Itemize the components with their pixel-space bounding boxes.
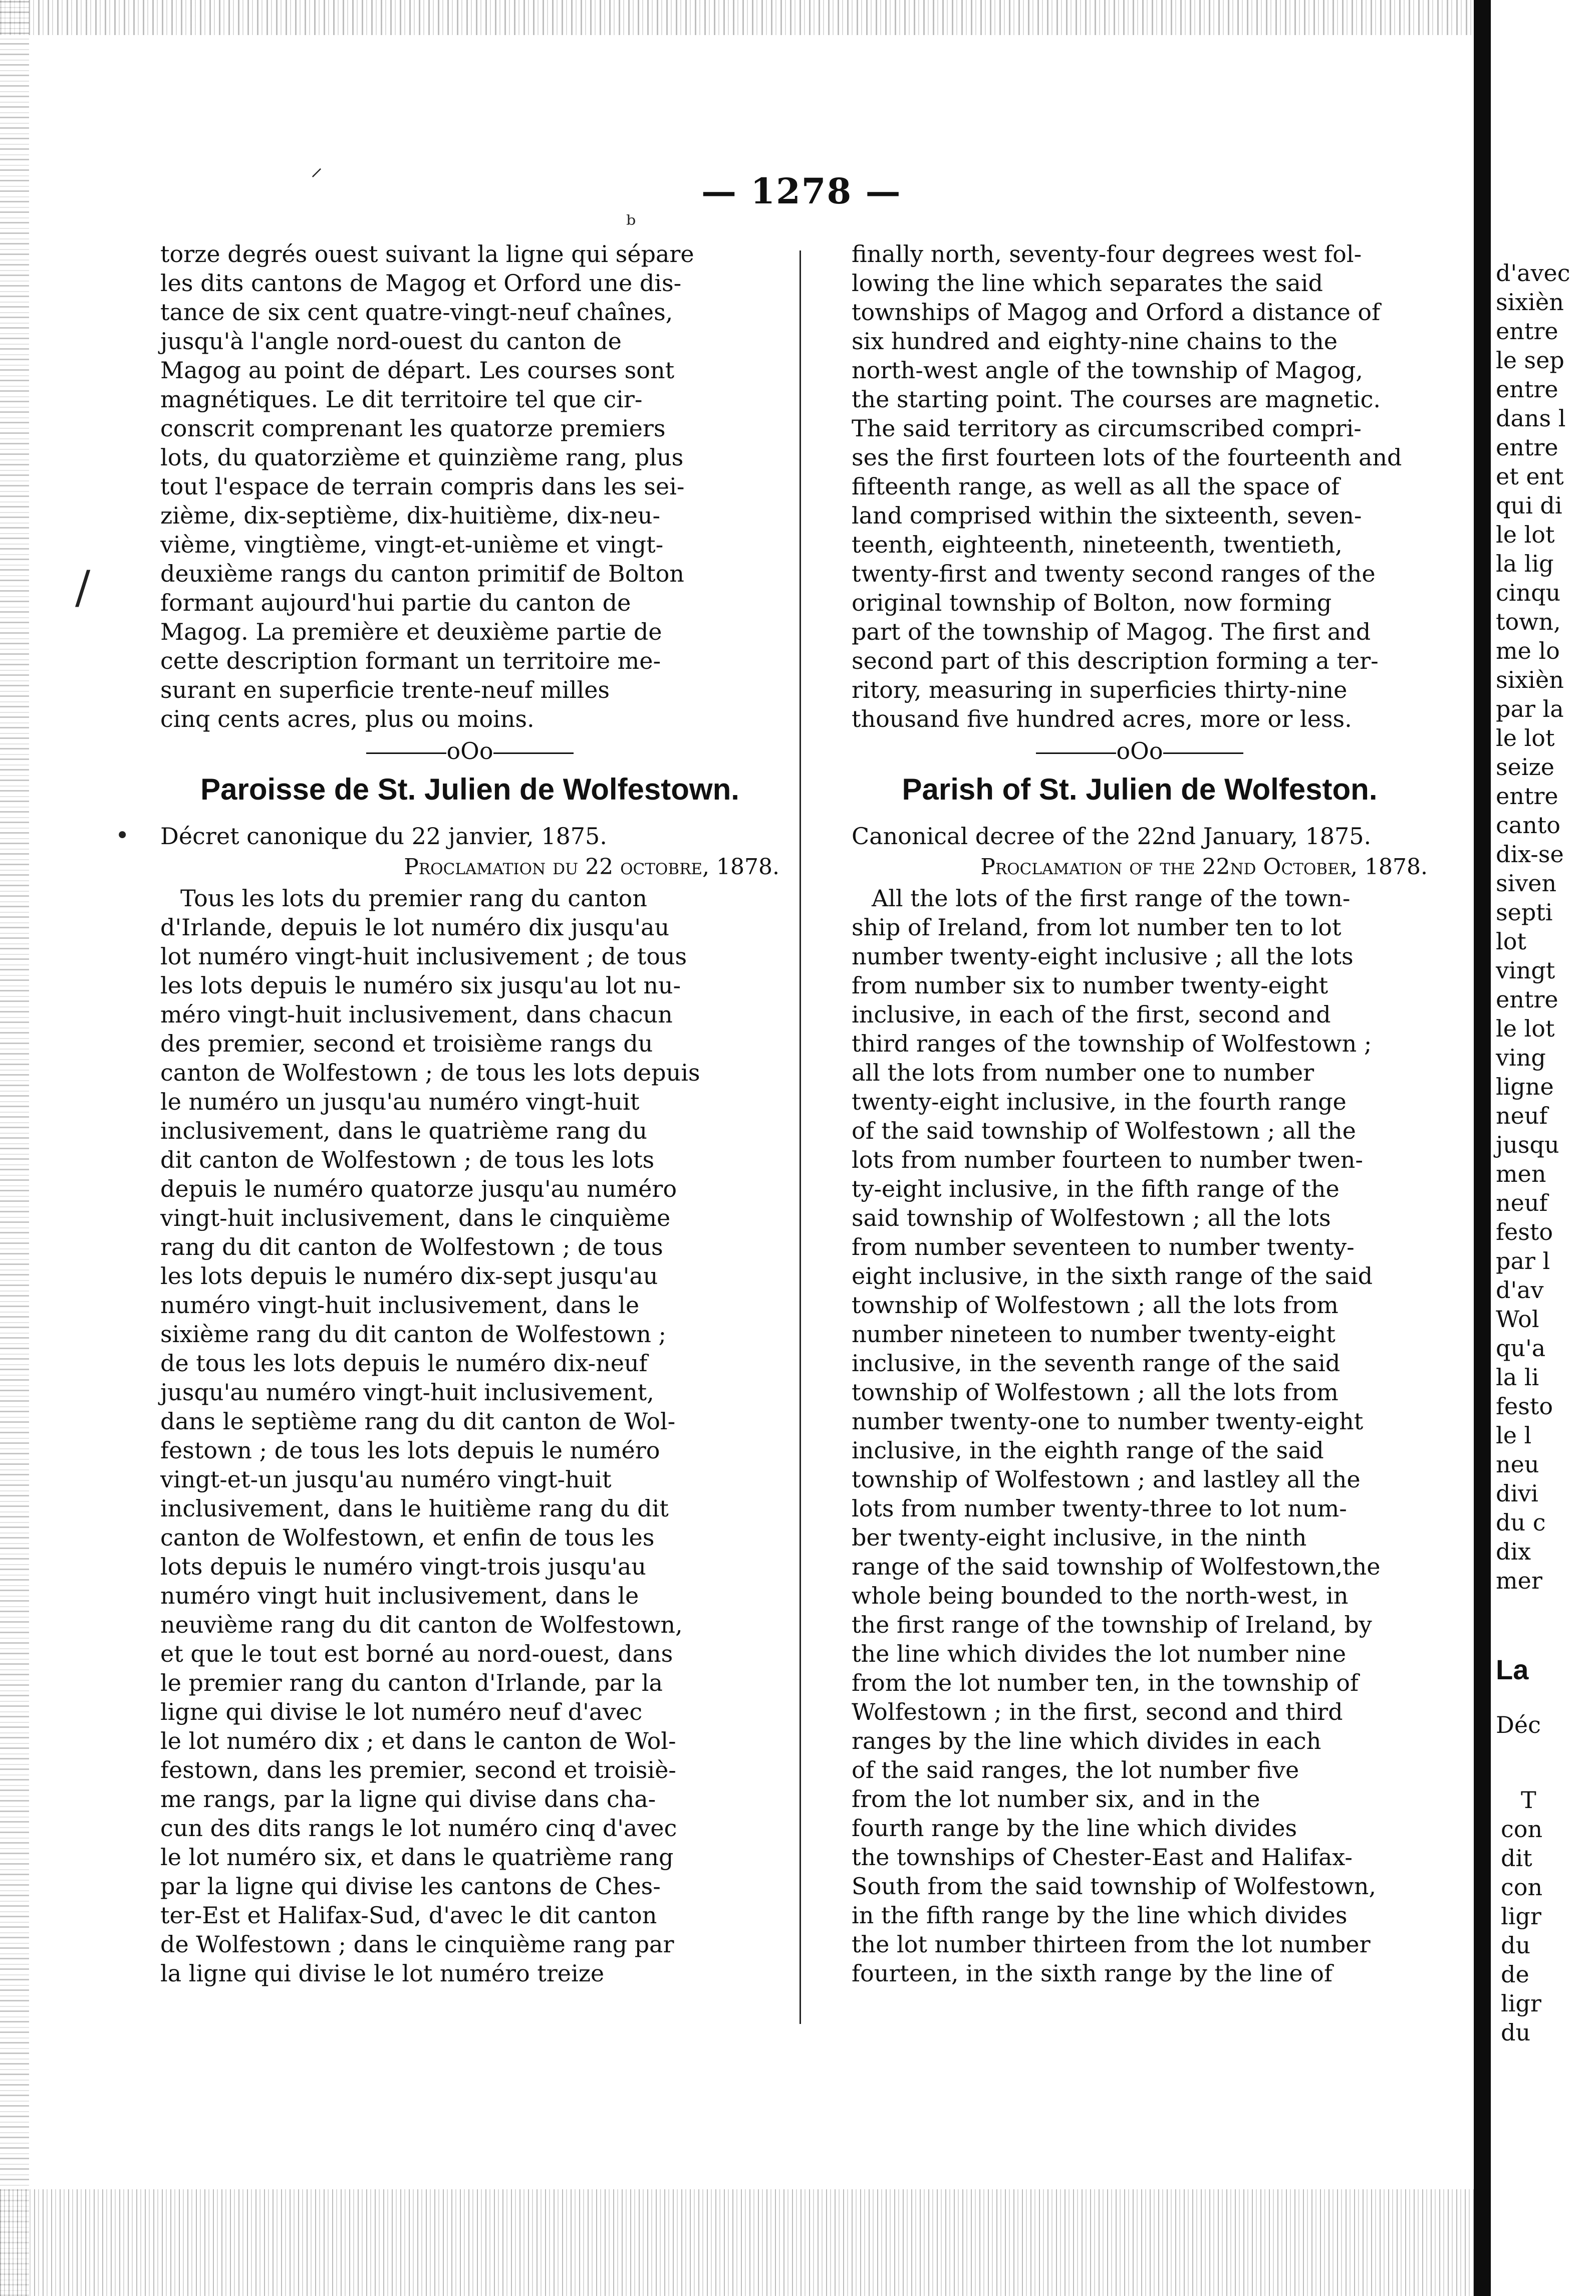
text-line: fifteenth range, as well as all the space of — [852, 473, 1340, 500]
facing-line: seize — [1496, 753, 1554, 781]
book-gutter — [1474, 0, 1491, 2296]
text-line: the line which divides the lot number nine — [852, 1640, 1347, 1667]
text-line: part of the township of Magog. The first and — [852, 618, 1371, 645]
margin-stroke: / — [75, 561, 91, 614]
text-line: sixième rang du dit canton de Wolfestown ; — [160, 1321, 666, 1348]
text-line: north-west angle of the township of Magog, — [852, 357, 1363, 384]
scan-noise-bottom — [0, 2189, 1483, 2296]
text-line: teenth, eighteenth, nineteenth, twentieth, — [852, 531, 1343, 558]
text-line: par la ligne qui divise les cantons de Ches- — [160, 1873, 661, 1900]
text-line: ritory, measuring in superficies thirty-nine — [852, 676, 1348, 703]
facing-line: Wol — [1496, 1306, 1539, 1333]
text-line: from the lot number six, and in the — [852, 1785, 1260, 1813]
facing-line: neu — [1496, 1451, 1539, 1478]
french-intro — [160, 239, 779, 733]
text-line: from the lot number ten, in the township of — [852, 1669, 1359, 1696]
text-line: original township of Bolton, now forming — [852, 589, 1332, 616]
facing-line: con — [1501, 1816, 1543, 1843]
scan-noise-top — [0, 0, 1483, 35]
facing-line: entre — [1496, 376, 1558, 403]
text-line: depuis le numéro quatorze jusqu'au numéro — [160, 1175, 677, 1202]
facing-line: qui di — [1496, 492, 1562, 519]
english-proclamation: Proclamation of the 22nd October, 1878. — [980, 854, 1428, 880]
text-line: range of the said township of Wolfestown,the — [852, 1553, 1381, 1580]
text-line: lowing the line which separates the said — [852, 270, 1323, 297]
text-line: conscrit comprenant les quatorze premiers — [160, 415, 666, 442]
facing-line: entre — [1496, 783, 1558, 810]
text-line: second part of this description forming a ter- — [852, 647, 1379, 674]
facing-line: sixièn — [1496, 289, 1564, 316]
facing-line: la lig — [1496, 550, 1554, 577]
facing-line: le l — [1496, 1422, 1532, 1449]
text-line: in the fifth range by the line which divides — [852, 1902, 1348, 1929]
facing-line: ligne — [1496, 1073, 1554, 1100]
facing-line: du — [1501, 1932, 1531, 1959]
english-decree: Canonical decree of the 22nd January, 1875. — [852, 823, 1372, 850]
facing-line: mer — [1496, 1567, 1542, 1594]
text-line: le lot numéro dix ; et dans le canton de Wol- — [160, 1727, 676, 1754]
text-line: Wolfestown ; in the first, second and third — [852, 1698, 1343, 1725]
text-line: les lots depuis le numéro six jusqu'au lot nu- — [160, 972, 681, 999]
facing-line: entre — [1496, 986, 1558, 1013]
text-line: surant en superficie trente-neuf milles — [160, 676, 610, 703]
text-line: festown, dans les premier, second et troisiè- — [160, 1756, 676, 1783]
text-line: ranges by the line which divides in each — [852, 1727, 1321, 1754]
facing-line: le lot — [1496, 724, 1555, 751]
text-line: canton de Wolfestown ; de tous les lots depuis — [160, 1059, 700, 1086]
text-line: rang du dit canton de Wolfestown ; de tous — [160, 1233, 663, 1260]
english-separator: oOo — [852, 733, 1428, 769]
facing-line: jusqu — [1496, 1131, 1559, 1158]
facing-line: town, — [1496, 608, 1561, 635]
facing-line: dix-se — [1496, 841, 1564, 868]
page-number: — 1278 — — [701, 170, 902, 212]
text-line: me rangs, par la ligne qui divise dans cha- — [160, 1785, 656, 1813]
facing-line: septi — [1496, 899, 1553, 926]
column-divider — [800, 250, 801, 2024]
text-line: ship of Ireland, from lot number ten to lot — [852, 914, 1342, 941]
text-line: lots from number twenty-three to lot num- — [852, 1495, 1347, 1522]
french-body — [160, 884, 779, 1988]
text-line: des premier, second et troisième rangs du — [160, 1030, 653, 1057]
text-line: Magog au point de départ. Les courses sont — [160, 357, 675, 384]
facing-line: canto — [1496, 812, 1560, 839]
text-line: canton de Wolfestown, et enfin de tous les — [160, 1524, 655, 1551]
facing-line: d'avec — [1496, 260, 1570, 287]
french-column — [160, 239, 779, 1988]
text-line: said township of Wolfestown ; all the lots — [852, 1204, 1331, 1231]
text-line: The said territory as circumscribed compri- — [852, 415, 1362, 442]
text-line: township of Wolfestown ; all the lots from — [852, 1292, 1339, 1319]
text-line: the lot number thirteen from the lot number — [852, 1931, 1371, 1958]
text-line: jusqu'à l'angle nord-ouest du canton de — [160, 328, 622, 355]
facing-page-fragment — [1491, 0, 1596, 2296]
facing-line: dix — [1496, 1538, 1531, 1565]
text-line: inclusivement, dans le huitième rang du dit — [160, 1495, 669, 1522]
text-line: inclusive, in the seventh range of the said — [852, 1350, 1341, 1377]
english-intro — [852, 239, 1428, 733]
facing-line: qu'a — [1496, 1335, 1546, 1362]
facing-line: ligr — [1501, 1990, 1541, 2017]
facing-line: sixièn — [1496, 666, 1564, 693]
text-line: le lot numéro six, et dans le quatrième rang — [160, 1844, 674, 1871]
text-line: vingt-huit inclusivement, dans le cinquième — [160, 1204, 671, 1231]
text-line: number twenty-one to number twenty-eight — [852, 1408, 1364, 1435]
text-line: méro vingt-huit inclusivement, dans chacun — [160, 1001, 673, 1028]
facing-line: de — [1501, 1961, 1529, 1988]
text-line: all the lots from number one to number — [852, 1059, 1314, 1086]
text-line: of the said township of Wolfestown ; all the — [852, 1117, 1356, 1144]
facing-line: me lo — [1496, 637, 1560, 664]
text-line: whole being bounded to the north-west, in — [852, 1582, 1349, 1609]
facing-line: dit — [1501, 1845, 1532, 1872]
text-line: le numéro un jusqu'au numéro vingt-huit — [160, 1088, 640, 1115]
english-body — [852, 884, 1428, 1988]
facing-heading: La — [1496, 1654, 1529, 1685]
text-line: All the lots of the first range of the town- — [872, 885, 1351, 912]
text-line: numéro vingt huit inclusivement, dans le — [160, 1582, 639, 1609]
facing-line: men — [1496, 1160, 1546, 1187]
text-line: ter-Est et Halifax-Sud, d'avec le dit canton — [160, 1902, 657, 1929]
bullet-mark: • — [115, 822, 130, 850]
text-line: cinq cents acres, plus ou moins. — [160, 705, 535, 732]
text-line: inclusivement, dans le quatrième rang du — [160, 1117, 647, 1144]
text-line: zième, dix-septième, dix-huitième, dix-neu- — [160, 502, 661, 529]
text-line: dans le septième rang du dit canton de Wol- — [160, 1408, 676, 1435]
text-line: jusqu'au numéro vingt-huit inclusivement, — [160, 1379, 654, 1406]
text-line: vingt-et-un jusqu'au numéro vingt-huit — [160, 1466, 612, 1493]
facing-line: vingt — [1496, 957, 1555, 984]
english-heading: Parish of St. Julien de Wolfeston. — [902, 773, 1378, 806]
facing-line: entre — [1496, 318, 1558, 345]
text-line: lots depuis le numéro vingt-trois jusqu'au — [160, 1553, 646, 1580]
text-line: d'Irlande, depuis le lot numéro dix jusqu'au — [160, 914, 670, 941]
facing-line: et ent — [1496, 463, 1564, 490]
text-line: torze degrés ouest suivant la ligne qui sépare — [160, 240, 694, 268]
text-line: cun des dits rangs le lot numéro cinq d'avec — [160, 1815, 677, 1842]
text-line: township of Wolfestown ; and lastley all the — [852, 1466, 1361, 1493]
text-line: number nineteen to number twenty-eight — [852, 1321, 1336, 1348]
facing-line: le sep — [1496, 347, 1564, 374]
text-line: Tous les lots du premier rang du canton — [180, 885, 647, 912]
text-line: ligne qui divise le lot numéro neuf d'avec — [160, 1698, 643, 1725]
text-line: the starting point. The courses are magnetic. — [852, 386, 1381, 413]
text-line: formant aujourd'hui partie du canton de — [160, 589, 631, 616]
text-line: les dits cantons de Magog et Orford une dis- — [160, 270, 682, 297]
facing-line: divi — [1496, 1480, 1538, 1507]
text-line: ses the first fourteen lots of the fourteenth and — [852, 444, 1402, 471]
facing-line: con — [1501, 1874, 1543, 1901]
stray-mark: ᵇ — [626, 210, 636, 238]
text-line: of the said ranges, the lot number five — [852, 1756, 1299, 1783]
french-heading: Paroisse de St. Julien de Wolfestown. — [200, 773, 739, 806]
text-line: inclusive, in the eighth range of the said — [852, 1437, 1324, 1464]
text-line: lot numéro vingt-huit inclusivement ; de tous — [160, 943, 687, 970]
text-line: la ligne qui divise le lot numéro treize — [160, 1960, 605, 1987]
facing-line: ligr — [1501, 1903, 1541, 1930]
text-line: thousand five hundred acres, more or less. — [852, 705, 1352, 732]
text-line: dit canton de Wolfestown ; de tous les lots — [160, 1146, 655, 1173]
french-separator: oOo — [160, 733, 779, 769]
text-line: number twenty-eight inclusive ; all the lots — [852, 943, 1354, 970]
text-line: six hundred and eighty-nine chains to the — [852, 328, 1338, 355]
text-line: eight inclusive, in the sixth range of the said — [852, 1262, 1373, 1290]
facing-decree: Déc — [1496, 1711, 1541, 1738]
facing-line: du — [1501, 2019, 1531, 2046]
facing-line: neuf — [1496, 1102, 1548, 1129]
facing-line: par l — [1496, 1247, 1550, 1274]
facing-line: siven — [1496, 870, 1557, 897]
stray-mark: ⸝ — [311, 153, 323, 181]
text-line: land comprised within the sixteenth, seven- — [852, 502, 1362, 529]
facing-line: d'av — [1496, 1277, 1544, 1304]
text-line: magnétiques. Le dit territoire tel que cir- — [160, 386, 643, 413]
french-proclamation: Proclamation du 22 octobre, 1878. — [404, 854, 779, 880]
facing-line: lot — [1496, 928, 1526, 955]
text-line: fourth range by the line which divides — [852, 1815, 1297, 1842]
facing-line: entre — [1496, 434, 1558, 461]
facing-line: du c — [1496, 1509, 1546, 1536]
text-line: township of Wolfestown ; all the lots from — [852, 1379, 1339, 1406]
text-line: numéro vingt-huit inclusivement, dans le — [160, 1292, 640, 1319]
facing-line: ving — [1496, 1044, 1546, 1071]
facing-line: cinqu — [1496, 579, 1561, 606]
facing-line: le lot — [1496, 1015, 1555, 1042]
facing-line: le lot — [1496, 521, 1555, 548]
text-line: finally north, seventy-four degrees west fol- — [852, 240, 1362, 268]
text-line: festown ; de tous les lots depuis le numéro — [160, 1437, 660, 1464]
facing-line: neuf — [1496, 1189, 1548, 1216]
text-line: tance de six cent quatre-vingt-neuf chaînes, — [160, 299, 673, 326]
facing-line: T — [1521, 1787, 1536, 1814]
text-line: the first range of the township of Ireland, by — [852, 1611, 1372, 1638]
text-line: ber twenty-eight inclusive, in the ninth — [852, 1524, 1307, 1551]
text-line: Magog. La première et deuxième partie de — [160, 618, 662, 645]
text-line: third ranges of the township of Wolfestown ; — [852, 1030, 1372, 1057]
text-line: lots, du quatorzième et quinzième rang, plus — [160, 444, 684, 471]
text-line: le premier rang du canton d'Irlande, par la — [160, 1669, 663, 1696]
text-line: lots from number fourteen to number twen- — [852, 1146, 1363, 1173]
text-line: fourteen, in the sixth range by the line of — [852, 1960, 1333, 1987]
text-line: from number six to number twenty-eight — [852, 972, 1328, 999]
text-line: de tous les lots depuis le numéro dix-neuf — [160, 1350, 648, 1377]
text-line: deuxième rangs du canton primitif de Bolton — [160, 560, 684, 587]
facing-line: festo — [1496, 1218, 1553, 1245]
text-line: et que le tout est borné au nord-ouest, dans — [160, 1640, 673, 1667]
facing-line: par la — [1496, 695, 1564, 722]
text-line: tout l'espace de terrain compris dans les sei- — [160, 473, 685, 500]
facing-line: la li — [1496, 1364, 1539, 1391]
scan-noise-left — [0, 0, 29, 2296]
facing-line: dans l — [1496, 405, 1566, 432]
text-line: neuvième rang du dit canton de Wolfestown, — [160, 1611, 683, 1638]
text-line: twenty-eight inclusive, in the fourth range — [852, 1088, 1347, 1115]
text-line: ty-eight inclusive, in the fifth range of the — [852, 1175, 1340, 1202]
french-decree: Décret canonique du 22 janvier, 1875. — [160, 823, 607, 850]
text-line: cette description formant un territoire me- — [160, 647, 661, 674]
text-line: from number seventeen to number twenty- — [852, 1233, 1355, 1260]
facing-line: festo — [1496, 1393, 1553, 1420]
text-line: the townships of Chester-East and Halifax- — [852, 1844, 1353, 1871]
text-line: les lots depuis le numéro dix-sept jusqu'au — [160, 1262, 658, 1290]
text-line: townships of Magog and Orford a distance of — [852, 299, 1381, 326]
text-line: de Wolfestown ; dans le cinquième rang par — [160, 1931, 674, 1958]
text-line: inclusive, in each of the first, second and — [852, 1001, 1331, 1028]
english-column — [852, 239, 1428, 1988]
text-line: vième, vingtième, vingt-et-unième et vingt- — [160, 531, 664, 558]
text-line: South from the said township of Wolfestown, — [852, 1873, 1377, 1900]
text-line: twenty-first and twenty second ranges of the — [852, 560, 1376, 587]
